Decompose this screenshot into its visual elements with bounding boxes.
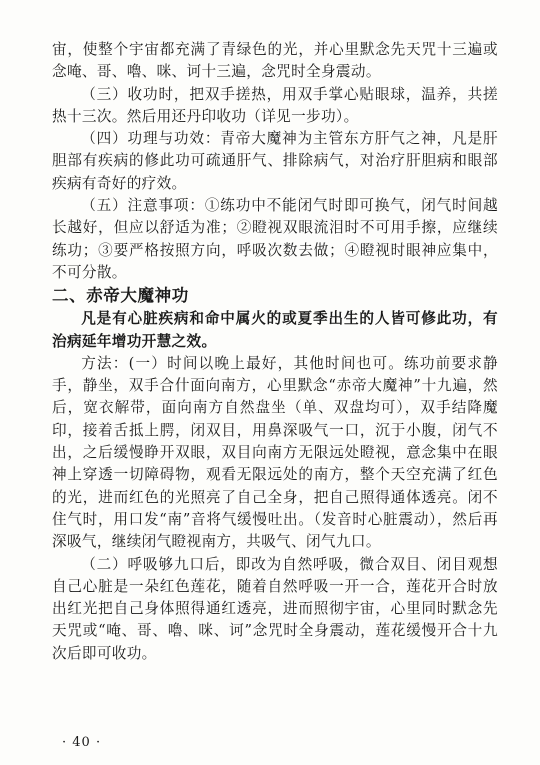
section-heading: 二、赤帝大魔神功 <box>52 286 189 306</box>
paragraph-step-three: （三）收功时，把双手搓热，用双手掌心贴眼球，温养，共搓热十三次。然后用还丹印收功（详见一步功）。 <box>52 85 498 125</box>
paragraph-precautions: （五）注意事项：①练功中不能闭气时即可换气，闭气时间越长越好，但应以舒适为准；②瞪视双眼流泪时不可用手擦，应继续练功；③要严格按照方向，呼吸次数去做；④瞪视时眼神应集中，不可分散。 <box>52 197 498 281</box>
paragraph-continuation: 宙，使整个宇宙都充满了青绿色的光，并心里默念先天咒十三遍或念唵、哥、嚕、咪、诃十三遍，念咒时全身震动。 <box>52 41 498 81</box>
paragraph-intro: 凡是有心脏疾病和命中属火的或夏季出生的人皆可修此功，有治病延年增功开慧之效。 <box>52 310 498 350</box>
page-number: · 40 · <box>62 735 102 750</box>
paragraph-principle-effect: （四）功理与功效：青帝大魔神为主管东方肝气之神，凡是肝胆部有疾病的修此功可疏通肝气、排除病气，对治疗肝胆病和眼部疾病有奇好的疗效。 <box>52 130 498 192</box>
paragraph-step-two: （二）呼吸够九口后，即改为自然呼吸，微合双目、闭目观想自己心脏是一朵红色莲花，随着自然呼吸一开一合，莲花开合时放出红光把自己身体照得通红透亮，进而照彻宇宙，心里同时默念先天咒或“唵、哥、嚕、咪、诃”念咒时全身震动，莲花缓慢开合十九次后即可收功。 <box>52 555 498 662</box>
paragraph-method: 方法：(一）时间以晚上最好，其他时间也可。练功前要求静手，静坐，双手合什面向南方，心里默念“赤帝大魔神”十九遍，然后，宽衣解带，面向南方自然盘坐（单、双盘均可），双手结降魔印，接着舌抵上腭，闭双目，用鼻深吸气一口，沉于小腹，闭气不出，之后缓慢睁开双眼，双目向南方无限远处瞪视，意念集中在眼神上穿透一切障碍物，观看无限远处的南方，整个天空充满了红色的光，进而红色的光照亮了自己全身，把自己照得通体透亮。闭不住气时，用口发“南”音将气缓慢吐出。（发音时心脏震动），然后再深吸气，继续闭气瞪视南方，共吸气、闭气九口。 <box>52 354 498 551</box>
page-body <box>52 39 498 665</box>
